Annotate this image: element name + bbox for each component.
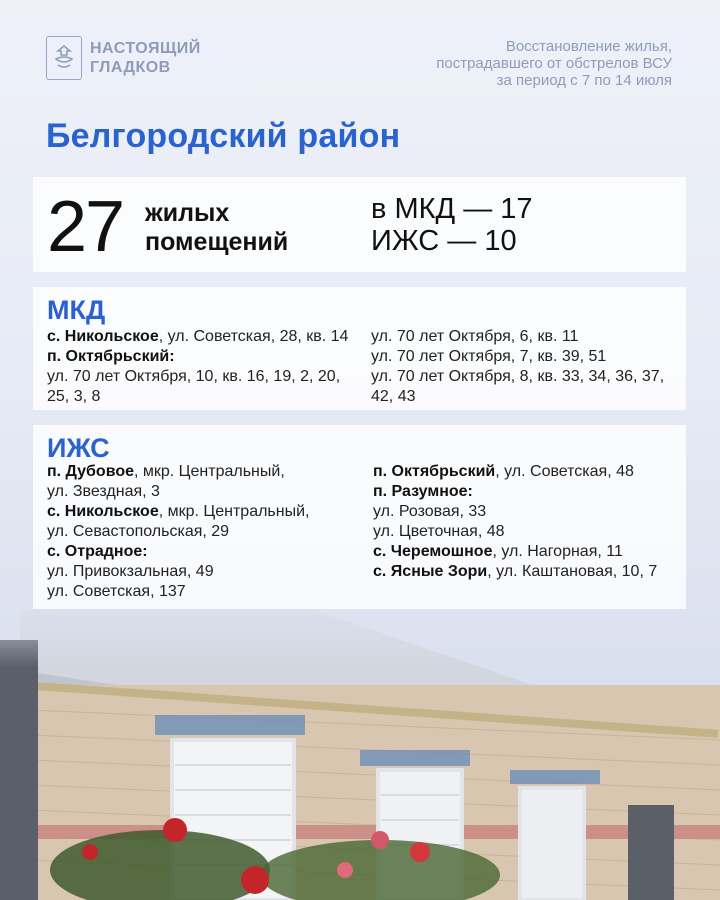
house-photo-background — [0, 590, 720, 900]
locality-name: с. Никольское — [47, 328, 159, 345]
izhs-right-column — [373, 462, 657, 582]
address-line — [373, 482, 657, 502]
header — [46, 36, 672, 89]
address-line — [371, 367, 664, 387]
street-address: ул. 70 лет Октября, 8, кв. 33, 34, 36, 37, — [371, 368, 665, 385]
address-line — [47, 327, 348, 347]
address-line — [47, 347, 348, 367]
address-line — [371, 387, 664, 407]
address-line — [47, 502, 309, 522]
subtitle-line-3: за период с 7 по 14 июля — [496, 72, 672, 89]
street-address: , мкр. Центральный, — [158, 503, 310, 520]
address-line — [47, 482, 309, 502]
logo-text — [90, 39, 210, 77]
address-line — [371, 327, 664, 347]
address-line — [371, 347, 664, 367]
address-line — [47, 562, 309, 582]
street-address: ул. Розовая, 33 — [373, 503, 487, 520]
breakdown — [371, 193, 533, 257]
street-address: , ул. Нагорная, 11 — [492, 543, 623, 560]
address-line — [47, 462, 309, 482]
street-address: 42, 43 — [371, 388, 416, 405]
locality-name: с. Ясные Зори — [373, 563, 488, 580]
total-label-line-1: жилых — [145, 199, 230, 227]
izhs-title: ИЖС — [47, 433, 110, 463]
subtitle-line-2: пострадавшего от обстрелов ВСУ — [436, 55, 672, 72]
logo-line-2: ГЛАДКОВ — [90, 59, 171, 76]
logo-line-1: НАСТОЯЩИЙ — [90, 40, 201, 57]
mkd-card — [33, 287, 686, 410]
locality-name: п. Дубовое — [47, 463, 134, 480]
street-address: ул. Советская, 137 — [47, 583, 186, 600]
street-address: ул. Севастопольская, 29 — [47, 523, 230, 540]
address-line — [373, 542, 657, 562]
street-address: ул. Привокзальная, 49 — [47, 563, 214, 580]
address-line — [373, 562, 657, 582]
mkd-left-column — [47, 327, 348, 407]
district-title: Белгородский район — [46, 117, 401, 155]
summary-card — [33, 177, 686, 272]
locality-name: п. Разумное: — [373, 483, 473, 500]
street-address: , ул. Каштановая, 10, 7 — [487, 563, 658, 580]
street-address: , ул. Советская, 48 — [495, 463, 634, 480]
address-line — [47, 542, 309, 562]
total-label — [145, 199, 345, 257]
street-address: , ул. Советская, 28, кв. 14 — [158, 328, 349, 345]
locality-name: с. Никольское — [47, 503, 159, 520]
logo — [46, 36, 210, 80]
breakdown-mkd: в МКД — 17 — [371, 193, 533, 225]
locality-name: с. Черемошное — [373, 543, 493, 560]
subtitle-line-1: Восстановление жилья, — [505, 38, 672, 55]
address-line — [47, 582, 309, 602]
locality-name: п. Октябрьский: — [47, 348, 175, 365]
address-line — [373, 522, 657, 542]
street-address: ул. 70 лет Октября, 7, кв. 39, 51 — [371, 348, 607, 365]
breakdown-izhs: ИЖС — 10 — [371, 225, 517, 257]
izhs-card — [33, 425, 686, 609]
address-line — [373, 502, 657, 522]
subtitle — [372, 38, 672, 89]
address-line — [47, 387, 348, 407]
address-line — [47, 367, 348, 387]
total-count: 27 — [47, 187, 124, 267]
locality-name: п. Октябрьский — [373, 463, 496, 480]
mkd-right-column — [371, 327, 664, 407]
izhs-left-column — [47, 462, 309, 602]
street-address: , мкр. Центральный, — [134, 463, 285, 480]
street-address: ул. Цветочная, 48 — [373, 523, 505, 540]
street-address: 25, 3, 8 — [47, 388, 101, 405]
street-address: ул. Звездная, 3 — [47, 483, 160, 500]
street-address: ул. 70 лет Октября, 6, кв. 11 — [371, 328, 579, 345]
locality-name: с. Отрадное: — [47, 543, 148, 560]
address-line — [373, 462, 657, 482]
mkd-title: МКД — [47, 295, 106, 325]
coat-of-arms-icon — [46, 36, 82, 80]
total-label-line-2: помещений — [145, 228, 289, 256]
street-address: ул. 70 лет Октября, 10, кв. 16, 19, 2, 20, — [47, 368, 341, 385]
address-line — [47, 522, 309, 542]
